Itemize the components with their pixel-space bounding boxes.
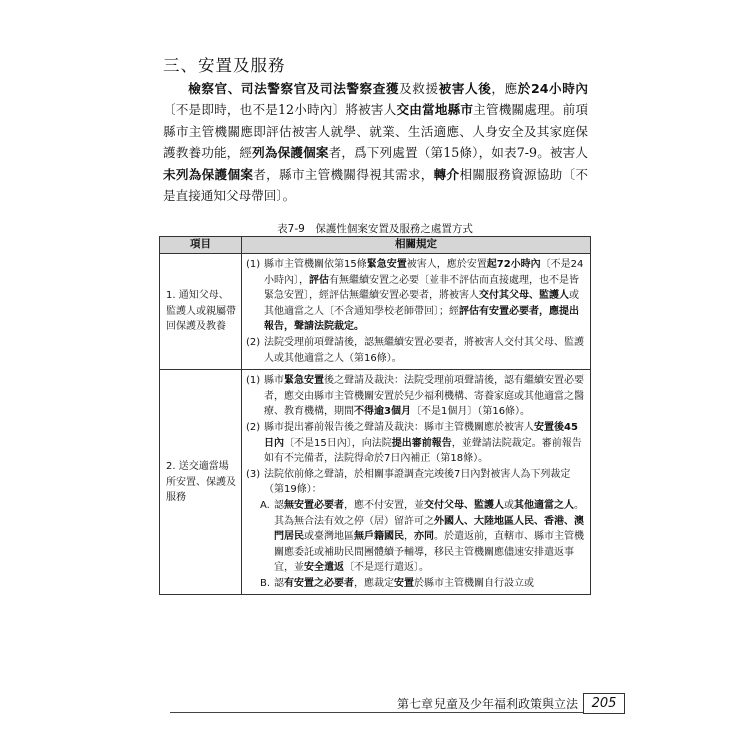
text-run: 被害人，應於安置 (406, 259, 487, 270)
text-run: ，應 (491, 81, 518, 96)
row-regulations (242, 254, 591, 370)
text-run: 者，爲下列處置（第15條），如表7-9。被害人 (328, 145, 589, 161)
row-regulations (242, 370, 591, 595)
bold-text: 亦同 (414, 531, 434, 543)
paragraph-text (163, 78, 588, 206)
text-run: 縣市 (264, 375, 284, 387)
item-number: (3) (246, 468, 261, 480)
item-text (264, 259, 583, 332)
text-run: 及救援 (399, 81, 439, 96)
bold-text: 有安置之必要者 (284, 577, 354, 589)
bold-text: 列為保護個案 (252, 145, 329, 161)
page-footer (0, 693, 750, 713)
section-title: 三、安置及服務 (163, 56, 286, 75)
bold-text: 起72小時內 (486, 259, 541, 270)
bold-text: 檢察官、司法警察官及司法警察查獲 (188, 81, 400, 96)
table-row (160, 254, 591, 370)
header-item: 項目 (160, 237, 242, 254)
text-run: 〔不是1個月〕（第16條）。 (410, 406, 531, 418)
bold-text: 交付其父母、監護人 (479, 290, 569, 302)
bold-text: 提出審前報告 (391, 437, 452, 449)
bold-text: 無安置必要者 (284, 499, 344, 511)
text-run: 〔不是即時，也不是12小時內〕將被害人 (163, 102, 397, 118)
row-item-label: 1. 通知父母、監護人或親屬帶回保護及教養 (160, 254, 242, 370)
bold-text: 轉介 (433, 166, 460, 182)
bold-text: 評估有安置必要者，應提出報告，聲請法院裁定。 (264, 305, 579, 333)
bold-text: 於24小時內 (517, 81, 589, 96)
item-text (264, 422, 582, 464)
table-row (160, 370, 591, 595)
table-header-row (160, 237, 591, 254)
text-run: 或臺灣地區 (304, 531, 354, 543)
list-item (248, 467, 585, 498)
bold-text: 未列為保護個案 (163, 166, 254, 182)
text-run: 〔不是15日內〕，向法院 (284, 437, 392, 449)
text-run: 有無繼續安置之必要〔並非不評估而直接處理，也不是皆緊急安置〕，經評估無繼續安置必要者，將被害人 (264, 274, 579, 302)
bold-text: 評估 (309, 274, 329, 286)
item-number: (2) (246, 421, 261, 433)
bold-text: 其他適當之人 (514, 499, 574, 511)
list-item (248, 257, 585, 335)
text-run: 。於遣返前，直轄市、縣市主管機關應委託或補助民間團體續予輔導，移民主管機關應儘速安排遣返事宜，並 (274, 531, 584, 574)
page-number: 205 (583, 693, 625, 714)
bold-text: 安置 (394, 577, 414, 589)
item-number: (1) (246, 375, 261, 387)
list-item (248, 335, 585, 366)
text-run: 於縣市主管機關自行設立或 (414, 577, 534, 589)
sub-list-item (260, 576, 585, 592)
sub-item-text (274, 578, 534, 589)
text-run: 者，縣市主管機關得視其需求， (253, 166, 434, 182)
text-run: 縣市主管機關依第15條 (264, 259, 367, 270)
item-number: (2) (246, 336, 261, 348)
table-caption: 表7-9 保護性個案安置及服務之處置方式 (277, 223, 473, 235)
bold-text: 不得逾3個月 (354, 406, 411, 418)
text-run: 。其為無合法有效之停（居）留許可之 (274, 499, 584, 527)
text-run: 相關服務資源協助〔不是直接通知父母帶回〕。 (163, 166, 589, 204)
text-run: 縣市提出審前報告後之聲請及裁決：縣市主管機關應於被害人 (264, 421, 534, 433)
bold-text: 無戶籍國民 (354, 531, 404, 543)
bold-text: 安全遣返 (304, 562, 344, 574)
text-run: ，應不付安置，並 (344, 499, 424, 511)
item-number: (1) (246, 259, 261, 270)
text-run: 或其他適當之人〔不含通知學校老師帶回〕；經 (264, 290, 579, 317)
chapter-title: 兒童及少年福利政策與立法 (434, 697, 579, 711)
footer-divider (170, 712, 584, 713)
text-run: 〔不是24小時內〕， (264, 259, 584, 286)
bold-text: 外國人、大陸地區人民、香港、澳門居民 (274, 515, 584, 543)
text-run: 後之聲請及裁決：法院受理前項聲請後，認有繼續安置必要者，應交由縣市主管機關安置於兒少福利機構、寄養家庭或其他適當之醫療、教育機構，期間 (264, 375, 584, 418)
bold-text: 緊急安置 (366, 259, 407, 270)
text-run: 或 (504, 499, 514, 511)
text-run: 主管機關處理。前項縣市主管機關應即評估被害人就學、就業、生活適應、人身安全及其家庭保護教養功能，經 (163, 102, 589, 161)
text-run: 認 (274, 499, 284, 511)
sub-item-letter: B. (260, 577, 271, 589)
sub-item-letter: A. (260, 499, 270, 511)
chapter-number: 第七章 (397, 697, 434, 711)
text-run: 認 (274, 577, 284, 589)
sub-item-text (274, 500, 584, 573)
text-run: ， (404, 531, 414, 543)
text-run: ，並聲請法院裁定。審前報告如有不完備者，法院得命於7日內補正（第18條）。 (264, 437, 582, 465)
text-run: 〔不是逕行遣返〕。 (344, 562, 429, 574)
bold-text: 緊急安置 (284, 375, 324, 387)
text-run: 法院依前條之聲請，於相關事證調查完竣後7日內對被害人為下列裁定（第19條）： (264, 468, 571, 496)
bold-text: 交由當地縣市 (396, 102, 474, 118)
text-run: ，應裁定 (354, 577, 394, 589)
list-item (248, 373, 585, 420)
bold-text: 被害人後 (438, 81, 492, 96)
item-text (264, 375, 584, 417)
sub-list-item (260, 498, 585, 576)
bold-text: 安置後45日內 (264, 421, 578, 449)
bold-text: 交付父母、監護人 (424, 499, 504, 511)
placement-table (159, 236, 591, 595)
body-paragraph (163, 78, 588, 206)
item-text (264, 469, 570, 496)
item-text (264, 337, 584, 364)
header-regulation: 相關規定 (242, 237, 591, 254)
row-item-label: 2. 送交適當場所安置、保護及服務 (160, 370, 242, 595)
list-item (248, 420, 585, 467)
text-run: 法院受理前項聲請後，認無繼續安置必要者，將被害人交付其父母、監護人或其他適當之人（第16條）。 (264, 336, 584, 364)
